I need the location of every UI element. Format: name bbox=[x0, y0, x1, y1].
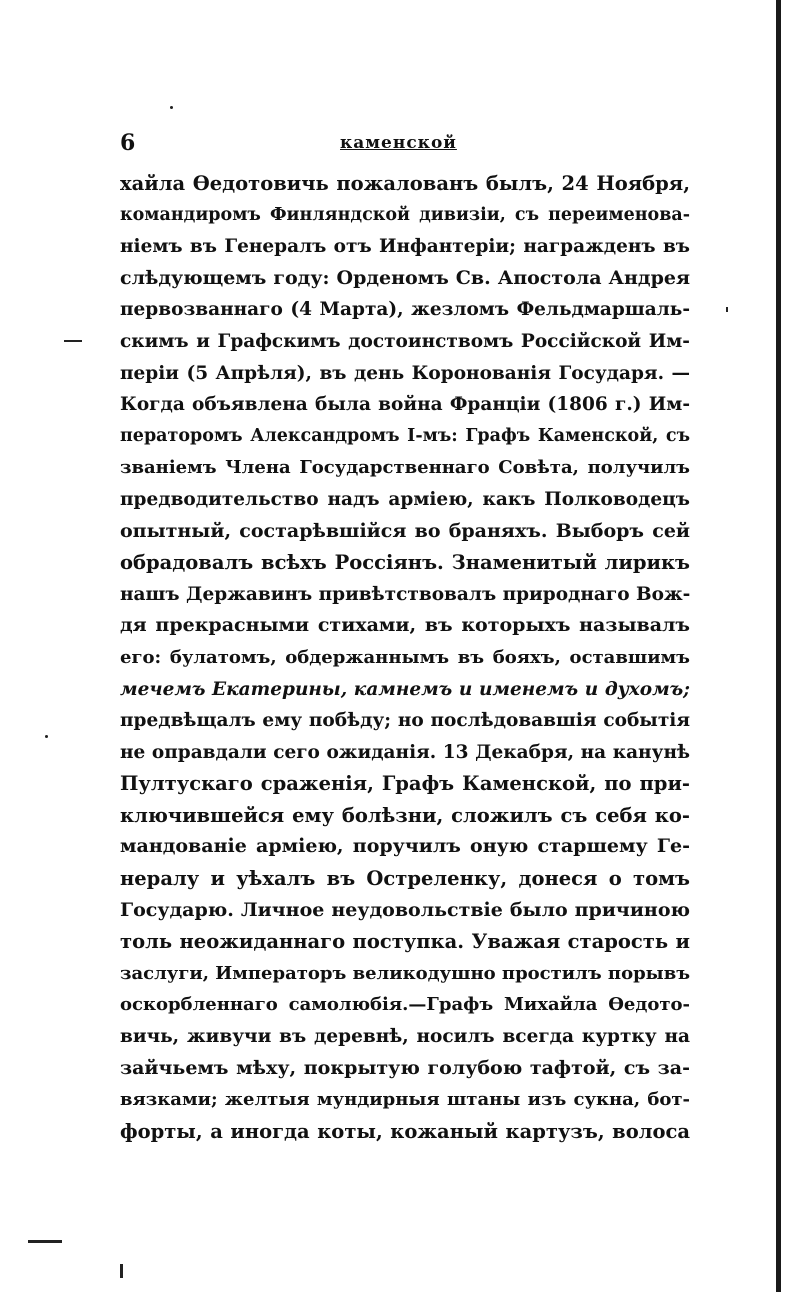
scan-speck bbox=[726, 307, 728, 312]
scan-speck bbox=[45, 735, 48, 738]
scan-speck bbox=[170, 106, 173, 109]
text-line: зайчьемъ мѣху, покрытую голубою тафтой, съ за- bbox=[120, 1056, 690, 1079]
text-line: ключившейся ему болѣзни, сложилъ съ себя ко- bbox=[120, 803, 690, 827]
text-line: форты, а иногда коты, кожаный картузъ, волоса bbox=[120, 1119, 690, 1143]
text-line: дя прекрасными стихами, въ которыхъ называлъ bbox=[120, 614, 690, 637]
text-line: первозваннаго (4 Марта), жезломъ Фельдмаршаль- bbox=[120, 299, 690, 321]
text-line: Пултускаго сраженія, Графъ Каменской, по при- bbox=[120, 772, 690, 796]
text-line: нашъ Державинъ привѣтствовалъ природнаго Вож- bbox=[120, 583, 690, 605]
text-line: не оправдали сего ожиданія. 13 Декабря, на канунѣ bbox=[120, 741, 690, 763]
text-line: предводительство надъ арміею, какъ Полководецъ bbox=[120, 488, 690, 510]
text-line: командиромъ Финляндской дивизіи, съ переименова- bbox=[120, 204, 690, 225]
text-line: предвѣщалъ ему побѣду; но послѣдовавшія событія bbox=[120, 710, 690, 732]
text-line: оскорбленнаго самолюбія.—Графъ Михайла Өедото- bbox=[120, 994, 690, 1016]
text-line: ніемъ въ Генералъ отъ Инфантеріи; награжденъ въ bbox=[120, 236, 690, 258]
running-title: каменской bbox=[340, 133, 457, 153]
text-line: Когда объявлена была война Франціи (1806 г.) Им- bbox=[120, 394, 690, 416]
page-header bbox=[120, 128, 690, 160]
text-line: Государю. Личное неудовольствіе было причиною bbox=[120, 898, 690, 921]
scan-speck bbox=[120, 1264, 123, 1278]
text-line: вичь, живучи въ деревнѣ, носилъ всегда куртку на bbox=[120, 1026, 690, 1048]
text-line: его: булатомъ, обдержаннымъ въ бояхъ, оставшимъ bbox=[120, 646, 690, 668]
text-line: мечемъ Екатерины, камнемъ и именемъ и духомъ; bbox=[120, 678, 690, 700]
text-line: званіемъ Члена Государственнаго Совѣта, получилъ bbox=[120, 457, 690, 479]
scan-speck bbox=[28, 1240, 62, 1243]
text-line: мандованіе арміею, поручилъ оную старшему Ге- bbox=[120, 835, 690, 858]
text-line: хайла Өедотовичь пожалованъ былъ, 24 Ноября, bbox=[120, 172, 690, 195]
body-text bbox=[120, 168, 690, 1147]
text-line: періи (5 Апрѣля), въ день Коронованія Государя. — bbox=[120, 362, 690, 384]
text-line: вязками; желтыя мундирныя штаны изъ сукна, бот- bbox=[120, 1089, 690, 1111]
text-line: толь неожиданнаго поступка. Уважая старость и bbox=[120, 930, 690, 954]
scan-speck bbox=[64, 340, 82, 342]
text-line: скимъ и Графскимъ достоинствомъ Россійской Им- bbox=[120, 330, 690, 352]
text-line: нералу и уѣхалъ въ Остреленку, донеся о томъ bbox=[120, 867, 690, 891]
text-line: ператоромъ Александромъ I-мъ: Графъ Каменской, съ bbox=[120, 425, 690, 446]
text-line: опытный, состарѣвшійся во браняхъ. Выборъ сей bbox=[120, 519, 690, 542]
page-number: 6 bbox=[120, 130, 136, 156]
text-line: обрадовалъ всѣхъ Россіянъ. Знаменитый лирикъ bbox=[120, 551, 690, 575]
text-line: заслуги, Императоръ великодушно простилъ порывъ bbox=[120, 962, 690, 984]
text-line: слѣдующемъ году: Орденомъ Св. Апостола Андрея bbox=[120, 266, 690, 289]
page-edge-shadow bbox=[776, 0, 781, 1292]
